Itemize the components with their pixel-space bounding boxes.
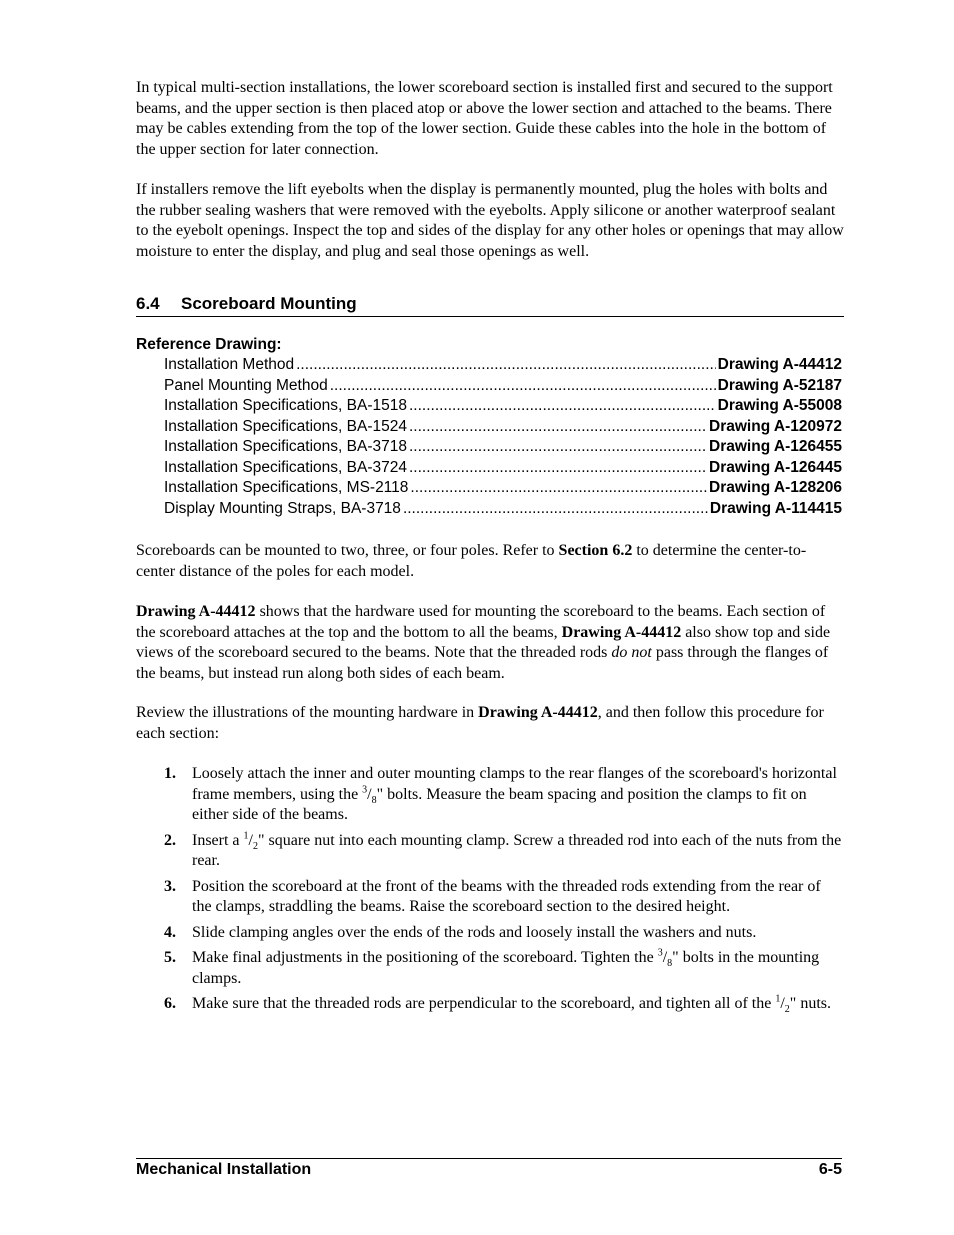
reference-item-label: Panel Mounting Method xyxy=(164,376,328,394)
reference-item xyxy=(164,377,842,398)
reference-item xyxy=(164,500,842,521)
reference-item-label: Installation Specifications, MS-2118 xyxy=(164,479,409,496)
reference-item xyxy=(164,418,842,439)
reference-item-label: Installation Specifications, BA-1524 xyxy=(164,417,407,435)
step-text: Insert a $^1/_2$" square nut into each mounting clamp. Screw a threaded rod into each of the nuts from the rear. xyxy=(192,830,842,869)
reference-item-drawing: Drawing A-55008 xyxy=(717,397,842,414)
step-number: 1. xyxy=(164,765,176,782)
reference-item xyxy=(164,479,842,500)
reference-item-drawing: Drawing A-120972 xyxy=(709,417,842,435)
dot-leader xyxy=(409,438,707,456)
footer-chapter-title: Mechanical Installation xyxy=(136,1161,312,1178)
reference-item-label: Installation Specifications, BA-3724 xyxy=(164,458,407,476)
step-number: 2. xyxy=(164,831,176,849)
reference-drawing-title: Reference Drawing: xyxy=(136,336,282,353)
dot-leader xyxy=(409,397,716,415)
section-number: 6.4 xyxy=(136,294,160,313)
step-text: Make final adjustments in the positioning of the scoreboard. Tighten the $^3/_8$" bolts in the mounting clamps. xyxy=(192,947,820,987)
dot-leader xyxy=(410,479,707,497)
reference-item-drawing: Drawing A-128206 xyxy=(709,479,842,496)
intro-paragraph-2: If installers remove the lift eyebolts when the display is permanently mounted, plug the holes with bolts and the rubber sealing washers that were removed with the eyebolts. Apply silicone or another waterproof sealant to the eyebolt openings. Inspect the top and sides of the display for any other holes or openings that may allow moisture to enter the display, and plug and seal those openings as well. xyxy=(136,181,844,260)
procedure-step xyxy=(136,948,844,989)
emphasis-text: do not xyxy=(611,644,652,661)
intro-paragraph-1: In typical multi-section installations, the lower scoreboard section is installed first and secured to the support beams, and the upper section is then placed atop or above the lower section and attached to the beams. There may be cables extending from the top of the lower section. Guide these cables into the hole in the bottom of the upper section for later connection. xyxy=(136,79,833,158)
drawing-reference: Drawing A-44412 xyxy=(136,603,256,620)
section-title: Scoreboard Mounting xyxy=(181,294,357,313)
text-run: also show top and side views of the scoreboard secured to the beams. Note that the threaded rods xyxy=(136,623,831,661)
reference-item-drawing: Drawing A-126445 xyxy=(709,458,842,476)
poles-paragraph xyxy=(136,541,844,582)
review-paragraph xyxy=(136,703,844,744)
reference-item xyxy=(164,356,842,377)
text-run: pass through the flanges of the beams, but instead run along both sides of each beam. xyxy=(136,644,829,682)
dot-leader xyxy=(330,377,716,395)
reference-item xyxy=(164,438,842,459)
section-reference: Section 6.2 xyxy=(558,542,633,559)
procedure-steps xyxy=(136,764,844,1020)
text-run: shows that the hardware used for mounting the scoreboard to the beams. Each section of the scoreboard attaches at the top and the bottom to all the beams, xyxy=(136,603,826,641)
reference-item xyxy=(164,459,842,480)
page-footer xyxy=(136,1158,842,1179)
text-run: , and then follow this procedure for each section: xyxy=(136,704,824,742)
step-text: Slide clamping angles over the ends of the rods and loosely install the washers and nuts. xyxy=(192,923,757,941)
step-number: 4. xyxy=(164,923,176,941)
drawing-reference: Drawing A-44412 xyxy=(478,704,598,721)
procedure-step xyxy=(136,831,844,872)
step-text: Make sure that the threaded rods are perpendicular to the scoreboard, and tighten all of the $^1/_2$" nuts. xyxy=(192,993,831,1016)
reference-item-label: Display Mounting Straps, BA-3718 xyxy=(164,499,401,517)
reference-item-drawing: Drawing A-52187 xyxy=(717,376,842,394)
dot-leader xyxy=(296,356,716,374)
reference-item-drawing: Drawing A-114415 xyxy=(709,499,842,517)
dot-leader xyxy=(409,459,707,477)
procedure-step xyxy=(136,994,844,1015)
reference-drawing-list xyxy=(164,356,842,520)
reference-item-label: Installation Method xyxy=(164,356,295,373)
footer-page-number: 6-5 xyxy=(818,1161,842,1178)
step-number: 3. xyxy=(164,877,176,895)
step-text: Position the scoreboard at the front of the beams with the threaded rods extending from the rear of the clamps, straddling the beams. Raise the scoreboard section to the desired height. xyxy=(192,877,821,915)
text-run: Scoreboards can be mounted to two, three, or four poles. Refer to xyxy=(136,542,559,559)
section-heading xyxy=(136,294,844,317)
dot-leader xyxy=(403,500,708,518)
dot-leader xyxy=(409,418,707,436)
step-number: 6. xyxy=(164,995,176,1012)
reference-item-label: Installation Specifications, BA-1518 xyxy=(164,397,407,414)
procedure-step xyxy=(136,764,844,826)
reference-item-drawing: Drawing A-126455 xyxy=(709,438,842,455)
text-run: to determine the center-to-center distance of the poles for each model. xyxy=(136,542,807,580)
reference-item-label: Installation Specifications, BA-3718 xyxy=(164,438,407,455)
drawing-reference: Drawing A-44412 xyxy=(561,623,682,641)
step-text: Loosely attach the inner and outer mounting clamps to the rear flanges of the scoreboard's horizontal frame members, using the $^3/_8$" bolts. Measure the beam spacing and position the clamps to fit on either side of the beams. xyxy=(192,765,837,823)
reference-item-drawing: Drawing A-44412 xyxy=(717,356,842,373)
procedure-step xyxy=(136,923,844,944)
step-number: 5. xyxy=(164,949,176,966)
reference-item xyxy=(164,397,842,418)
procedure-step xyxy=(136,877,844,918)
text-run: Review the illustrations of the mounting hardware in xyxy=(136,704,479,721)
hardware-paragraph xyxy=(136,602,844,684)
